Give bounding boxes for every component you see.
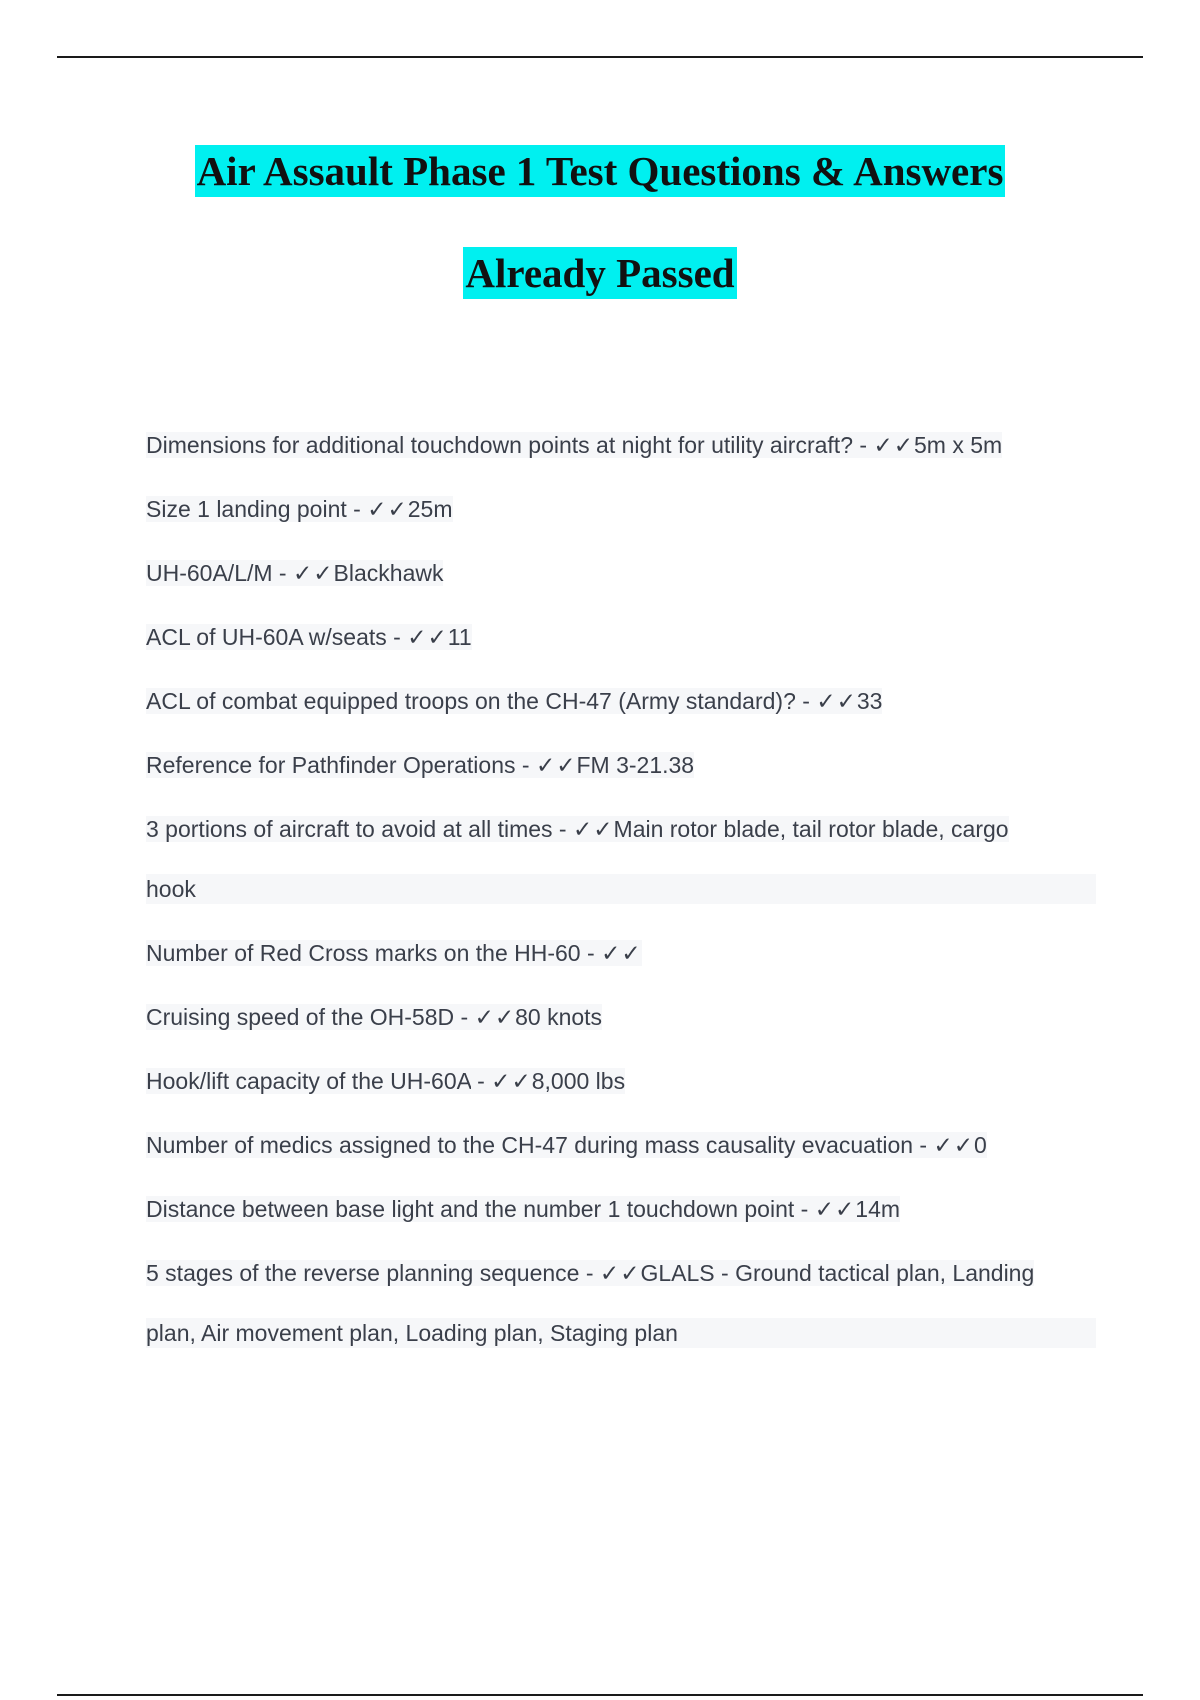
qa-item bbox=[146, 622, 1096, 652]
qa-item bbox=[146, 938, 1096, 968]
check-mark-icon: ✓✓ bbox=[367, 496, 408, 522]
separator: - bbox=[913, 1132, 934, 1158]
check-mark-icon: ✓✓ bbox=[599, 1260, 641, 1286]
question: UH-60A/L/M bbox=[146, 560, 273, 586]
qa-list bbox=[146, 430, 1096, 1382]
qa-item bbox=[146, 1002, 1096, 1032]
check-mark-icon: ✓✓ bbox=[933, 1132, 975, 1158]
answer: GLALS - Ground tactical plan, Landing bbox=[640, 1260, 1035, 1286]
separator: - bbox=[346, 496, 368, 522]
answer: Blackhawk bbox=[333, 560, 444, 586]
answer: 5m x 5m bbox=[913, 432, 1003, 458]
separator: - bbox=[272, 560, 293, 586]
separator: - bbox=[470, 1068, 492, 1094]
answer-continuation: plan, Air movement plan, Loading plan, Staging plan bbox=[146, 1318, 1096, 1348]
question: Distance between base light and the number 1 touchdown point bbox=[146, 1196, 795, 1222]
question: Cruising speed of the OH-58D bbox=[146, 1004, 455, 1030]
document-title bbox=[0, 145, 1200, 299]
separator: - bbox=[454, 1004, 475, 1030]
check-mark-icon: ✓✓ bbox=[293, 560, 334, 586]
check-mark-icon: ✓✓ bbox=[814, 1196, 856, 1222]
qa-item bbox=[146, 558, 1096, 588]
question: Number of medics assigned to the CH-47 during mass causality evacuation bbox=[146, 1132, 914, 1158]
question: Dimensions for additional touchdown points at night for utility aircraft? bbox=[146, 432, 853, 458]
check-mark-icon: ✓✓ bbox=[407, 624, 448, 650]
question: 3 portions of aircraft to avoid at all times bbox=[146, 816, 553, 842]
check-mark-icon: ✓✓ bbox=[535, 752, 577, 778]
answer: 25m bbox=[407, 496, 453, 522]
separator: - bbox=[579, 1260, 600, 1286]
question: Hook/lift capacity of the UH-60A bbox=[146, 1068, 471, 1094]
check-mark-icon: ✓✓ bbox=[474, 1004, 516, 1030]
answer: 33 bbox=[856, 688, 883, 714]
check-mark-icon: ✓✓ bbox=[816, 688, 857, 714]
answer: FM 3-21.38 bbox=[576, 752, 695, 778]
check-mark-icon: ✓✓ bbox=[601, 940, 642, 966]
separator: - bbox=[552, 816, 573, 842]
question: 5 stages of the reverse planning sequence bbox=[146, 1260, 580, 1286]
top-rule bbox=[57, 56, 1143, 58]
answer-continuation: hook bbox=[146, 874, 1096, 904]
answer: 8,000 lbs bbox=[531, 1068, 626, 1094]
check-mark-icon: ✓✓ bbox=[572, 816, 614, 842]
answer: 80 knots bbox=[515, 1004, 603, 1030]
bottom-rule bbox=[57, 1694, 1143, 1696]
qa-item bbox=[146, 750, 1096, 780]
qa-item bbox=[146, 1066, 1096, 1096]
title-line-1: Air Assault Phase 1 Test Questions & Answers bbox=[195, 145, 1006, 197]
separator: - bbox=[794, 1196, 815, 1222]
answer: Main rotor blade, tail rotor blade, cargo bbox=[613, 816, 1009, 842]
question: Reference for Pathfinder Operations bbox=[146, 752, 516, 778]
separator: - bbox=[386, 624, 408, 650]
answer: 14m bbox=[855, 1196, 901, 1222]
separator: - bbox=[795, 688, 817, 714]
question: ACL of combat equipped troops on the CH-47 (Army standard)? bbox=[146, 688, 796, 714]
qa-item bbox=[146, 430, 1096, 460]
question: Size 1 landing point bbox=[146, 496, 347, 522]
question: ACL of UH-60A w/seats bbox=[146, 624, 387, 650]
qa-item bbox=[146, 1130, 1096, 1160]
check-mark-icon: ✓✓ bbox=[491, 1068, 532, 1094]
qa-item bbox=[146, 494, 1096, 524]
question: Number of Red Cross marks on the HH-60 bbox=[146, 940, 581, 966]
answer: 0 bbox=[974, 1132, 987, 1158]
separator: - bbox=[580, 940, 602, 966]
separator: - bbox=[515, 752, 536, 778]
qa-item bbox=[146, 1258, 1096, 1348]
qa-item bbox=[146, 814, 1096, 904]
separator: - bbox=[852, 432, 874, 458]
answer: 11 bbox=[447, 624, 472, 650]
qa-item bbox=[146, 1194, 1096, 1224]
qa-item bbox=[146, 686, 1096, 716]
check-mark-icon: ✓✓ bbox=[873, 432, 914, 458]
title-line-2: Already Passed bbox=[463, 247, 736, 299]
